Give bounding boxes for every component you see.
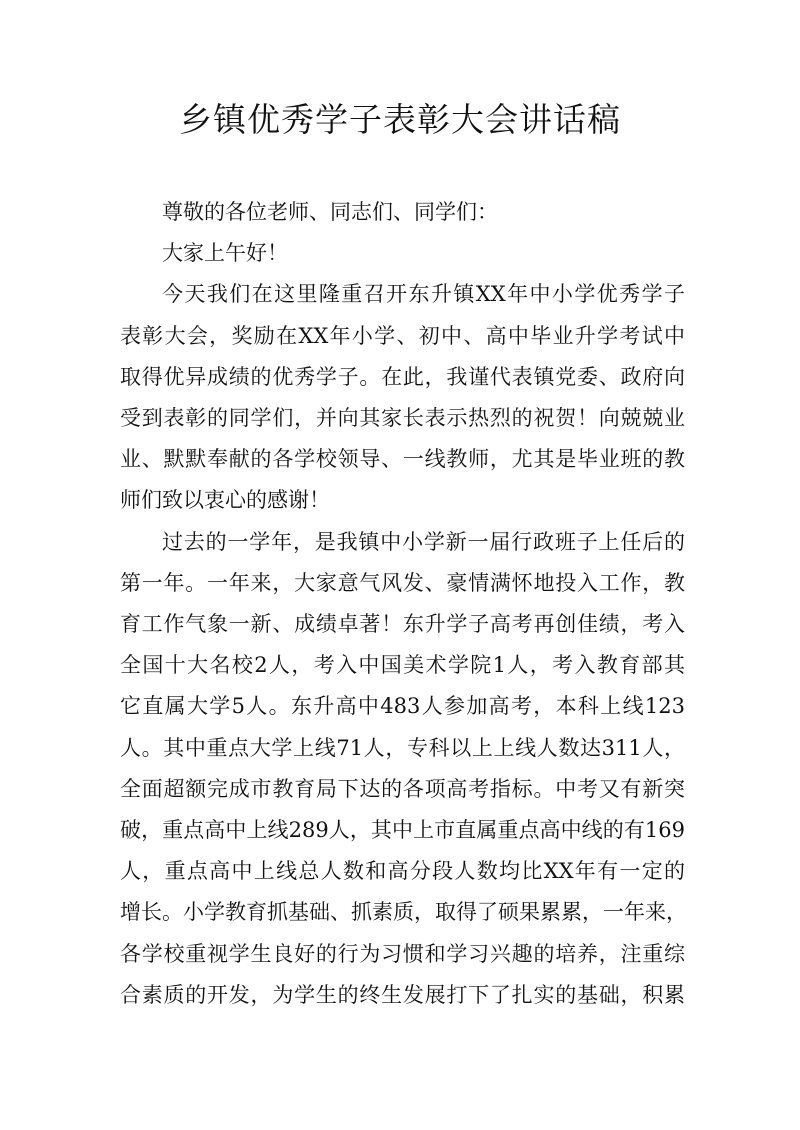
paragraph-2-line: 第一年。一年来，大家意气风发、豪情满怀地投入工作，教 <box>120 570 685 595</box>
paragraph-2-line: 合素质的开发，为学生的终生发展打下了扎实的基础，积累 <box>120 982 685 1007</box>
paragraph-2-line: 增长。小学教育抓基础、抓素质，取得了硕果累累，一年来， <box>120 900 687 925</box>
document-title: 乡镇优秀学子表彰大会讲话稿 <box>179 100 621 139</box>
paragraph-2-line: 全国十大名校2人，考入中国美术学院1人，考入教育部其 <box>120 653 685 678</box>
greeting-line: 大家上午好！ <box>162 241 288 266</box>
paragraph-1-line: 受到表彰的同学们，并向其家长表示热烈的祝贺！向兢兢业 <box>120 406 685 431</box>
paragraph-2-line: 它直属大学5人。东升高中483人参加高考，本科上线123 <box>120 694 685 719</box>
paragraph-2-line: 过去的一学年，是我镇中小学新一届行政班子上任后的 <box>162 529 685 554</box>
paragraph-1-line: 师们致以衷心的感谢！ <box>120 488 330 513</box>
paragraph-2-line: 人，重点高中上线总人数和高分段人数均比XX年有一定的 <box>120 859 685 884</box>
paragraph-1-line: 取得优异成绩的优秀学子。在此，我谨代表镇党委、政府向 <box>120 364 685 389</box>
paragraph-1-line: 表彰大会，奖励在XX年小学、初中、高中毕业升学考试中 <box>120 323 685 348</box>
paragraph-2 <box>120 522 685 1016</box>
paragraph-2-line: 育工作气象一新、成绩卓著！东升学子高考再创佳绩，考入 <box>120 612 685 637</box>
paragraph-2-line: 人。其中重点大学上线71人，专科以上上线人数达311人， <box>120 735 685 760</box>
paragraph-1-line: 业、默默奉献的各学校领导、一线教师，尤其是毕业班的教 <box>120 447 685 472</box>
salutation-line: 尊敬的各位老师、同志们、同学们： <box>162 200 498 224</box>
paragraph-1 <box>120 274 685 521</box>
paragraph-2-line: 全面超额完成市教育局下达的各项高考指标。中考又有新突 <box>120 776 685 801</box>
document-body <box>120 192 685 1016</box>
paragraph-1-line: 今天我们在这里隆重召开东升镇XX年中小学优秀学子 <box>162 282 685 307</box>
paragraph-2-line: 各学校重视学生良好的行为习惯和学习兴趣的培养，注重综 <box>120 941 685 966</box>
paragraph-2-line: 破，重点高中上线289人，其中上市直属重点高中线的有169 <box>120 818 685 843</box>
